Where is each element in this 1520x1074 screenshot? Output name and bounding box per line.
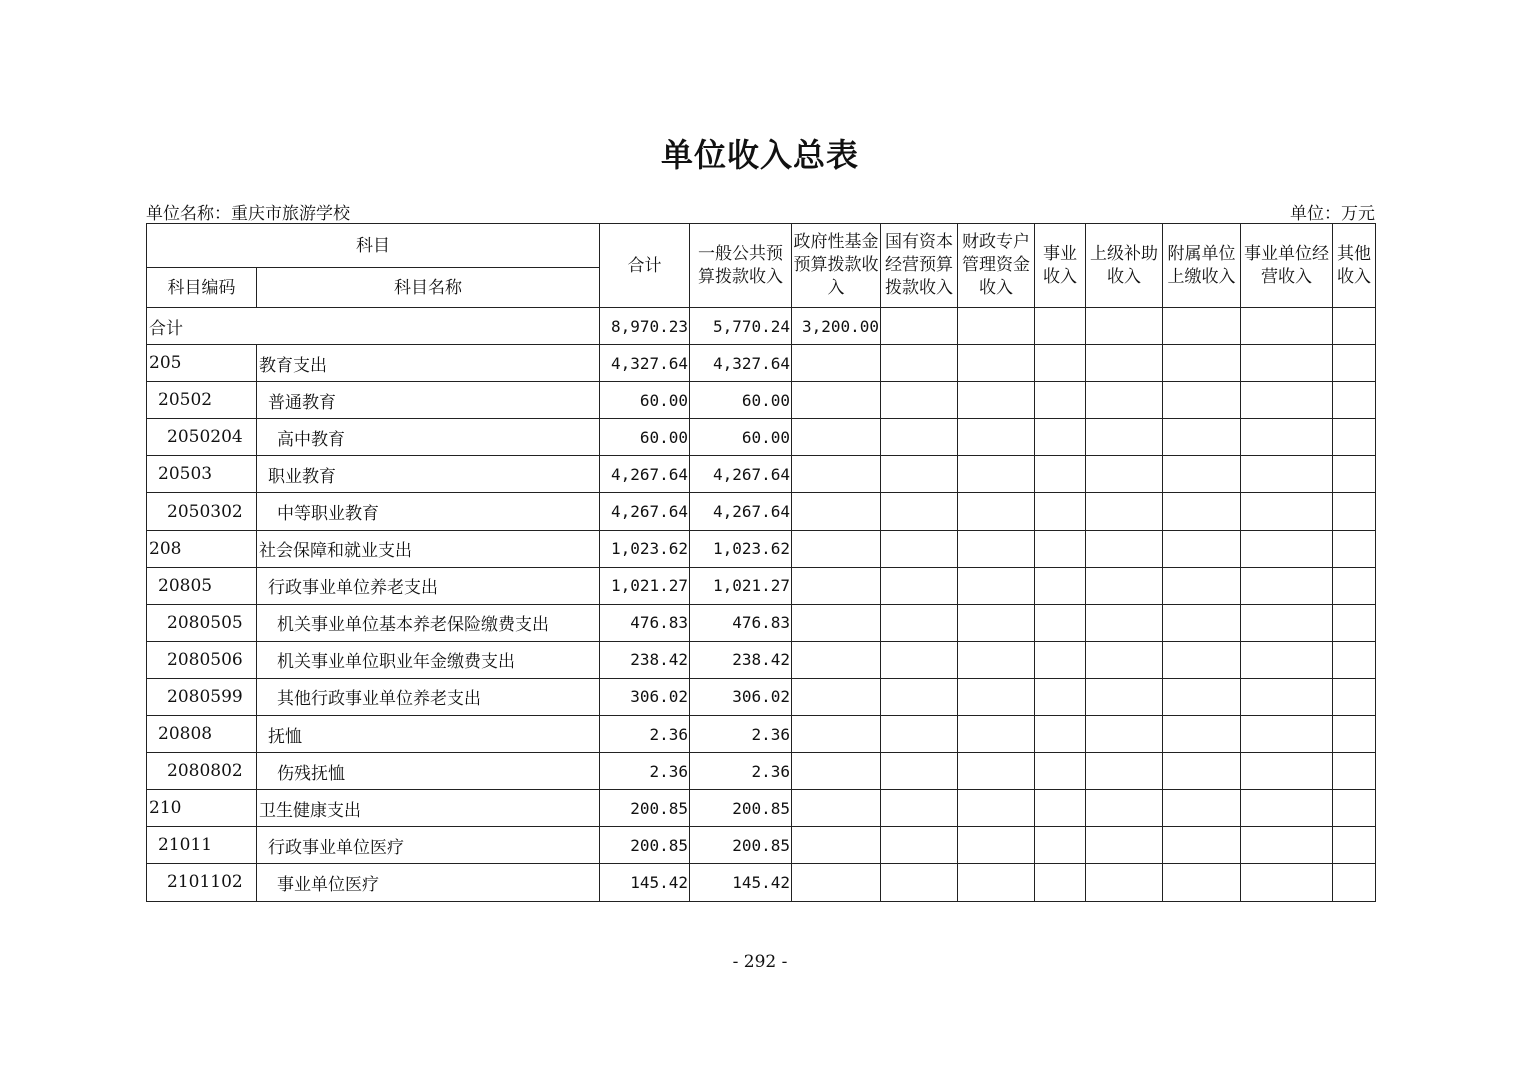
empty-cell	[1163, 493, 1241, 530]
table-row	[147, 790, 1376, 827]
empty-cell	[881, 827, 958, 864]
subject-name-cell: 卫生健康支出	[257, 790, 600, 827]
empty-cell	[1035, 827, 1086, 864]
subject-code-cell: 2050302	[147, 493, 257, 530]
total-cell: 145.42	[600, 864, 690, 901]
table-row	[147, 678, 1376, 715]
subject-code-cell: 20808	[147, 716, 257, 753]
empty-cell	[958, 716, 1035, 753]
empty-cell	[958, 308, 1035, 345]
empty-cell	[881, 493, 958, 530]
empty-cell	[881, 567, 958, 604]
subject-name-cell: 职业教育	[257, 456, 600, 493]
empty-cell	[1035, 716, 1086, 753]
empty-cell	[1241, 493, 1333, 530]
header-subject-code: 科目编码	[147, 268, 257, 308]
subject-name-cell: 中等职业教育	[257, 493, 600, 530]
total-cell: 306.02	[600, 678, 690, 715]
empty-cell	[1035, 641, 1086, 678]
total-cell: 200.85	[600, 827, 690, 864]
general-public-cell: 4,267.64	[690, 456, 792, 493]
empty-cell	[1333, 790, 1376, 827]
subject-code-cell: 20502	[147, 382, 257, 419]
total-cell: 1,021.27	[600, 567, 690, 604]
subject-name-cell: 行政事业单位养老支出	[257, 567, 600, 604]
general-public-cell: 200.85	[690, 827, 792, 864]
header-other: 其他收入	[1333, 224, 1376, 308]
empty-cell	[792, 604, 881, 641]
empty-cell	[792, 641, 881, 678]
empty-cell	[1241, 716, 1333, 753]
empty-cell	[1241, 308, 1333, 345]
total-row-total: 8,970.23	[600, 308, 690, 345]
empty-cell	[1086, 827, 1163, 864]
empty-cell	[1333, 716, 1376, 753]
empty-cell	[792, 567, 881, 604]
report-meta	[146, 199, 1375, 223]
total-row	[147, 308, 1376, 345]
total-cell: 4,267.64	[600, 493, 690, 530]
empty-cell	[958, 604, 1035, 641]
total-cell: 60.00	[600, 382, 690, 419]
income-summary-table	[146, 223, 1376, 902]
subject-code-cell: 2080506	[147, 641, 257, 678]
empty-cell	[881, 456, 958, 493]
empty-cell	[881, 753, 958, 790]
empty-cell	[958, 790, 1035, 827]
empty-cell	[792, 753, 881, 790]
general-public-cell: 4,267.64	[690, 493, 792, 530]
empty-cell	[958, 864, 1035, 901]
header-state-capital: 国有资本经营预算拨款收入	[881, 224, 958, 308]
empty-cell	[1241, 456, 1333, 493]
subject-name-cell: 机关事业单位基本养老保险缴费支出	[257, 604, 600, 641]
empty-cell	[1241, 678, 1333, 715]
empty-cell	[1035, 604, 1086, 641]
empty-cell	[958, 567, 1035, 604]
empty-cell	[1035, 678, 1086, 715]
empty-cell	[958, 456, 1035, 493]
subject-code-cell: 205	[147, 345, 257, 382]
empty-cell	[792, 678, 881, 715]
empty-cell	[792, 493, 881, 530]
empty-cell	[1241, 419, 1333, 456]
empty-cell	[881, 678, 958, 715]
empty-cell	[1163, 641, 1241, 678]
empty-cell	[1035, 345, 1086, 382]
total-cell: 1,023.62	[600, 530, 690, 567]
subject-name-cell: 高中教育	[257, 419, 600, 456]
header-general-public: 一般公共预算拨款收入	[690, 224, 792, 308]
header-fiscal-special: 财政专户管理资金收入	[958, 224, 1035, 308]
empty-cell	[958, 493, 1035, 530]
header-subject: 科目	[147, 224, 600, 268]
empty-cell	[792, 790, 881, 827]
subject-name-cell: 行政事业单位医疗	[257, 827, 600, 864]
subject-code-cell: 2050204	[147, 419, 257, 456]
empty-cell	[958, 753, 1035, 790]
empty-cell	[881, 604, 958, 641]
subject-name-cell: 机关事业单位职业年金缴费支出	[257, 641, 600, 678]
empty-cell	[881, 864, 958, 901]
empty-cell	[1086, 530, 1163, 567]
total-cell: 4,327.64	[600, 345, 690, 382]
general-public-cell: 476.83	[690, 604, 792, 641]
total-cell: 200.85	[600, 790, 690, 827]
empty-cell	[1333, 864, 1376, 901]
empty-cell	[1241, 382, 1333, 419]
empty-cell	[792, 382, 881, 419]
general-public-cell: 1,021.27	[690, 567, 792, 604]
empty-cell	[1086, 604, 1163, 641]
subject-code-cell: 20503	[147, 456, 257, 493]
empty-cell	[1035, 308, 1086, 345]
empty-cell	[958, 530, 1035, 567]
subject-name-cell: 抚恤	[257, 716, 600, 753]
table-row	[147, 753, 1376, 790]
empty-cell	[1333, 345, 1376, 382]
empty-cell	[1333, 753, 1376, 790]
empty-cell	[881, 382, 958, 419]
empty-cell	[1086, 345, 1163, 382]
table-row	[147, 345, 1376, 382]
empty-cell	[1163, 419, 1241, 456]
unit-label: 单位：万元	[1290, 204, 1375, 224]
empty-cell	[792, 456, 881, 493]
empty-cell	[1241, 641, 1333, 678]
empty-cell	[1035, 530, 1086, 567]
empty-cell	[1333, 493, 1376, 530]
empty-cell	[1086, 382, 1163, 419]
unit-name: 单位名称：重庆市旅游学校	[146, 204, 350, 224]
empty-cell	[1241, 753, 1333, 790]
table-row	[147, 716, 1376, 753]
empty-cell	[1333, 419, 1376, 456]
subject-name-cell: 教育支出	[257, 345, 600, 382]
subject-name-cell: 社会保障和就业支出	[257, 530, 600, 567]
empty-cell	[1163, 308, 1241, 345]
subject-name-cell: 事业单位医疗	[257, 864, 600, 901]
empty-cell	[1086, 716, 1163, 753]
general-public-cell: 2.36	[690, 716, 792, 753]
subject-code-cell: 208	[147, 530, 257, 567]
header-gov-fund: 政府性基金预算拨款收入	[792, 224, 881, 308]
empty-cell	[1035, 456, 1086, 493]
empty-cell	[792, 530, 881, 567]
empty-cell	[881, 419, 958, 456]
empty-cell	[1333, 604, 1376, 641]
empty-cell	[1086, 493, 1163, 530]
empty-cell	[1241, 827, 1333, 864]
empty-cell	[1086, 678, 1163, 715]
empty-cell	[1333, 530, 1376, 567]
empty-cell	[1163, 604, 1241, 641]
empty-cell	[881, 530, 958, 567]
general-public-cell: 238.42	[690, 641, 792, 678]
total-row-gov-fund: 3,200.00	[792, 308, 881, 345]
empty-cell	[1086, 567, 1163, 604]
total-cell: 2.36	[600, 753, 690, 790]
empty-cell	[1333, 382, 1376, 419]
subject-code-cell: 2080802	[147, 753, 257, 790]
table-body	[147, 308, 1376, 902]
empty-cell	[1163, 827, 1241, 864]
empty-cell	[1035, 382, 1086, 419]
empty-cell	[1163, 753, 1241, 790]
header-total: 合计	[600, 224, 690, 308]
general-public-cell: 2.36	[690, 753, 792, 790]
empty-cell	[881, 716, 958, 753]
table-row	[147, 827, 1376, 864]
empty-cell	[1086, 864, 1163, 901]
header-business: 事业收入	[1035, 224, 1086, 308]
general-public-cell: 200.85	[690, 790, 792, 827]
general-public-cell: 1,023.62	[690, 530, 792, 567]
empty-cell	[881, 790, 958, 827]
empty-cell	[792, 345, 881, 382]
page-title: 单位收入总表	[660, 136, 859, 174]
empty-cell	[958, 641, 1035, 678]
table-row	[147, 567, 1376, 604]
page-number: - 292 -	[732, 952, 788, 972]
empty-cell	[1163, 864, 1241, 901]
empty-cell	[1086, 456, 1163, 493]
total-cell: 476.83	[600, 604, 690, 641]
header-subject-name: 科目名称	[257, 268, 600, 308]
empty-cell	[792, 419, 881, 456]
empty-cell	[881, 641, 958, 678]
empty-cell	[958, 827, 1035, 864]
header-superior-subsidy: 上级补助收入	[1086, 224, 1163, 308]
table-row	[147, 604, 1376, 641]
empty-cell	[1241, 567, 1333, 604]
table-row	[147, 382, 1376, 419]
empty-cell	[1333, 456, 1376, 493]
general-public-cell: 60.00	[690, 419, 792, 456]
empty-cell	[1163, 790, 1241, 827]
empty-cell	[1086, 419, 1163, 456]
header-business-operating: 事业单位经营收入	[1241, 224, 1333, 308]
empty-cell	[1241, 530, 1333, 567]
empty-cell	[1163, 456, 1241, 493]
empty-cell	[1086, 753, 1163, 790]
empty-cell	[792, 827, 881, 864]
empty-cell	[1086, 641, 1163, 678]
empty-cell	[792, 864, 881, 901]
empty-cell	[1163, 716, 1241, 753]
subject-name-cell: 其他行政事业单位养老支出	[257, 678, 600, 715]
empty-cell	[1035, 753, 1086, 790]
empty-cell	[1163, 345, 1241, 382]
empty-cell	[1035, 493, 1086, 530]
subject-code-cell: 2101102	[147, 864, 257, 901]
subject-code-cell: 2080505	[147, 604, 257, 641]
empty-cell	[958, 419, 1035, 456]
subject-name-cell: 普通教育	[257, 382, 600, 419]
subject-name-cell: 伤残抚恤	[257, 753, 600, 790]
subject-code-cell: 21011	[147, 827, 257, 864]
general-public-cell: 4,327.64	[690, 345, 792, 382]
general-public-cell: 145.42	[690, 864, 792, 901]
empty-cell	[1035, 790, 1086, 827]
header-affiliated: 附属单位上缴收入	[1163, 224, 1241, 308]
general-public-cell: 60.00	[690, 382, 792, 419]
empty-cell	[1163, 678, 1241, 715]
total-cell: 60.00	[600, 419, 690, 456]
empty-cell	[1241, 790, 1333, 827]
empty-cell	[1035, 419, 1086, 456]
empty-cell	[1241, 345, 1333, 382]
total-row-label: 合计	[147, 308, 600, 345]
table-row	[147, 493, 1376, 530]
total-cell: 2.36	[600, 716, 690, 753]
total-cell: 4,267.64	[600, 456, 690, 493]
empty-cell	[1163, 530, 1241, 567]
table-row	[147, 456, 1376, 493]
empty-cell	[958, 345, 1035, 382]
subject-code-cell: 210	[147, 790, 257, 827]
empty-cell	[1035, 864, 1086, 901]
table-row	[147, 641, 1376, 678]
empty-cell	[1333, 567, 1376, 604]
empty-cell	[1333, 308, 1376, 345]
empty-cell	[958, 382, 1035, 419]
empty-cell	[792, 716, 881, 753]
total-row-general-public: 5,770.24	[690, 308, 792, 345]
empty-cell	[1086, 790, 1163, 827]
empty-cell	[958, 678, 1035, 715]
total-cell: 238.42	[600, 641, 690, 678]
table-row	[147, 419, 1376, 456]
general-public-cell: 306.02	[690, 678, 792, 715]
empty-cell	[1086, 308, 1163, 345]
empty-cell	[1163, 567, 1241, 604]
empty-cell	[881, 345, 958, 382]
subject-code-cell: 2080599	[147, 678, 257, 715]
empty-cell	[1241, 604, 1333, 641]
empty-cell	[881, 308, 958, 345]
table-row	[147, 530, 1376, 567]
empty-cell	[1333, 641, 1376, 678]
empty-cell	[1163, 382, 1241, 419]
empty-cell	[1333, 827, 1376, 864]
subject-code-cell: 20805	[147, 567, 257, 604]
empty-cell	[1035, 567, 1086, 604]
table-row	[147, 864, 1376, 901]
empty-cell	[1333, 678, 1376, 715]
empty-cell	[1241, 864, 1333, 901]
